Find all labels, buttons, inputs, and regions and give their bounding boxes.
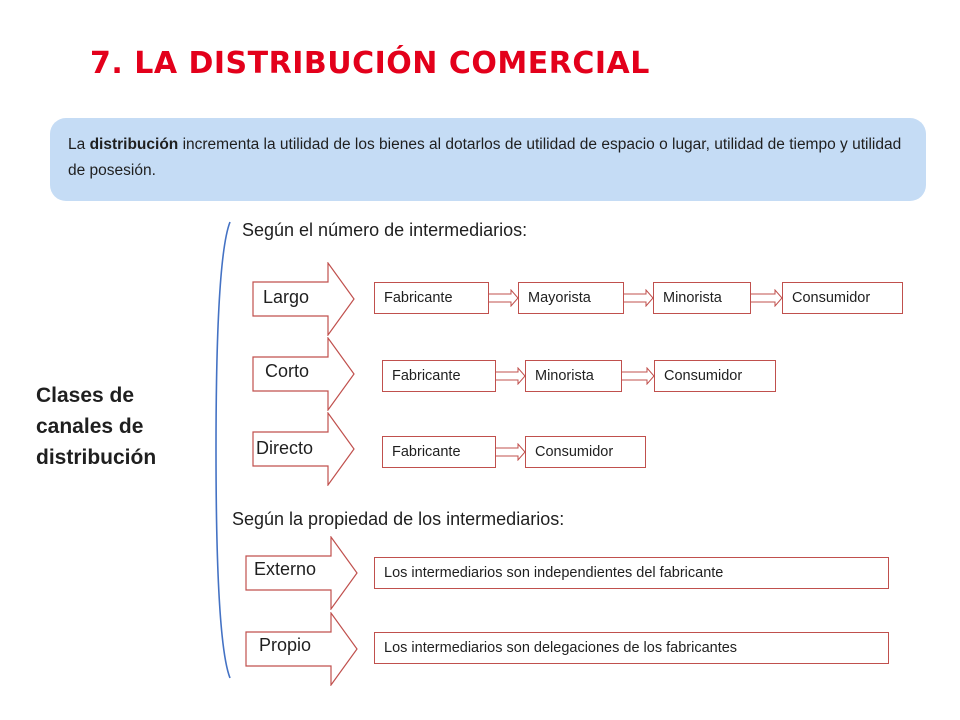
connector-arrow	[751, 289, 783, 307]
corto-node-consumidor: Consumidor	[654, 360, 776, 392]
directo-node-fabricante: Fabricante	[382, 436, 496, 468]
page-title: 7. LA DISTRIBUCIÓN COMERCIAL	[90, 46, 650, 81]
propio-description: Los intermediarios son delegaciones de los fabricantes	[374, 632, 889, 664]
connector-arrow	[489, 289, 519, 307]
largo-node-fabricante: Fabricante	[374, 282, 489, 314]
largo-node-mayorista: Mayorista	[518, 282, 624, 314]
intro-box	[50, 118, 926, 201]
chevron-label-corto: Corto	[265, 361, 310, 381]
side-label-line-2: canales de	[36, 415, 144, 438]
chevron-label-externo: Externo	[254, 559, 317, 579]
connector-arrow	[622, 367, 655, 385]
connector-arrow	[624, 289, 654, 307]
largo-node-consumidor: Consumidor	[782, 282, 903, 314]
side-label-line-3: distribución	[36, 446, 157, 469]
chevron-label-largo: Largo	[263, 287, 310, 307]
grouping-bracket	[210, 218, 250, 682]
chevron-label-propio: Propio	[259, 635, 312, 655]
heading-by-number: Según el número de intermediarios:	[242, 220, 528, 240]
externo-description: Los intermediarios son independientes del fabricante	[374, 557, 889, 589]
intro-prefix: La	[68, 136, 90, 153]
intro-text: incrementa la utilidad de los bienes al dotarlos de utilidad de espacio o lugar, utilidad de tiempo y utilidad de posesión.	[68, 136, 902, 179]
largo-node-minorista: Minorista	[653, 282, 751, 314]
chevron-label-directo: Directo	[256, 438, 314, 458]
connector-arrow	[496, 443, 526, 461]
corto-node-fabricante: Fabricante	[382, 360, 496, 392]
side-label-line-1: Clases de	[36, 384, 135, 407]
heading-by-ownership: Según la propiedad de los intermediarios:	[232, 509, 565, 529]
side-label	[36, 380, 196, 473]
intro-term: distribución	[89, 136, 179, 153]
corto-node-minorista: Minorista	[525, 360, 622, 392]
directo-node-consumidor: Consumidor	[525, 436, 646, 468]
connector-arrow	[496, 367, 526, 385]
